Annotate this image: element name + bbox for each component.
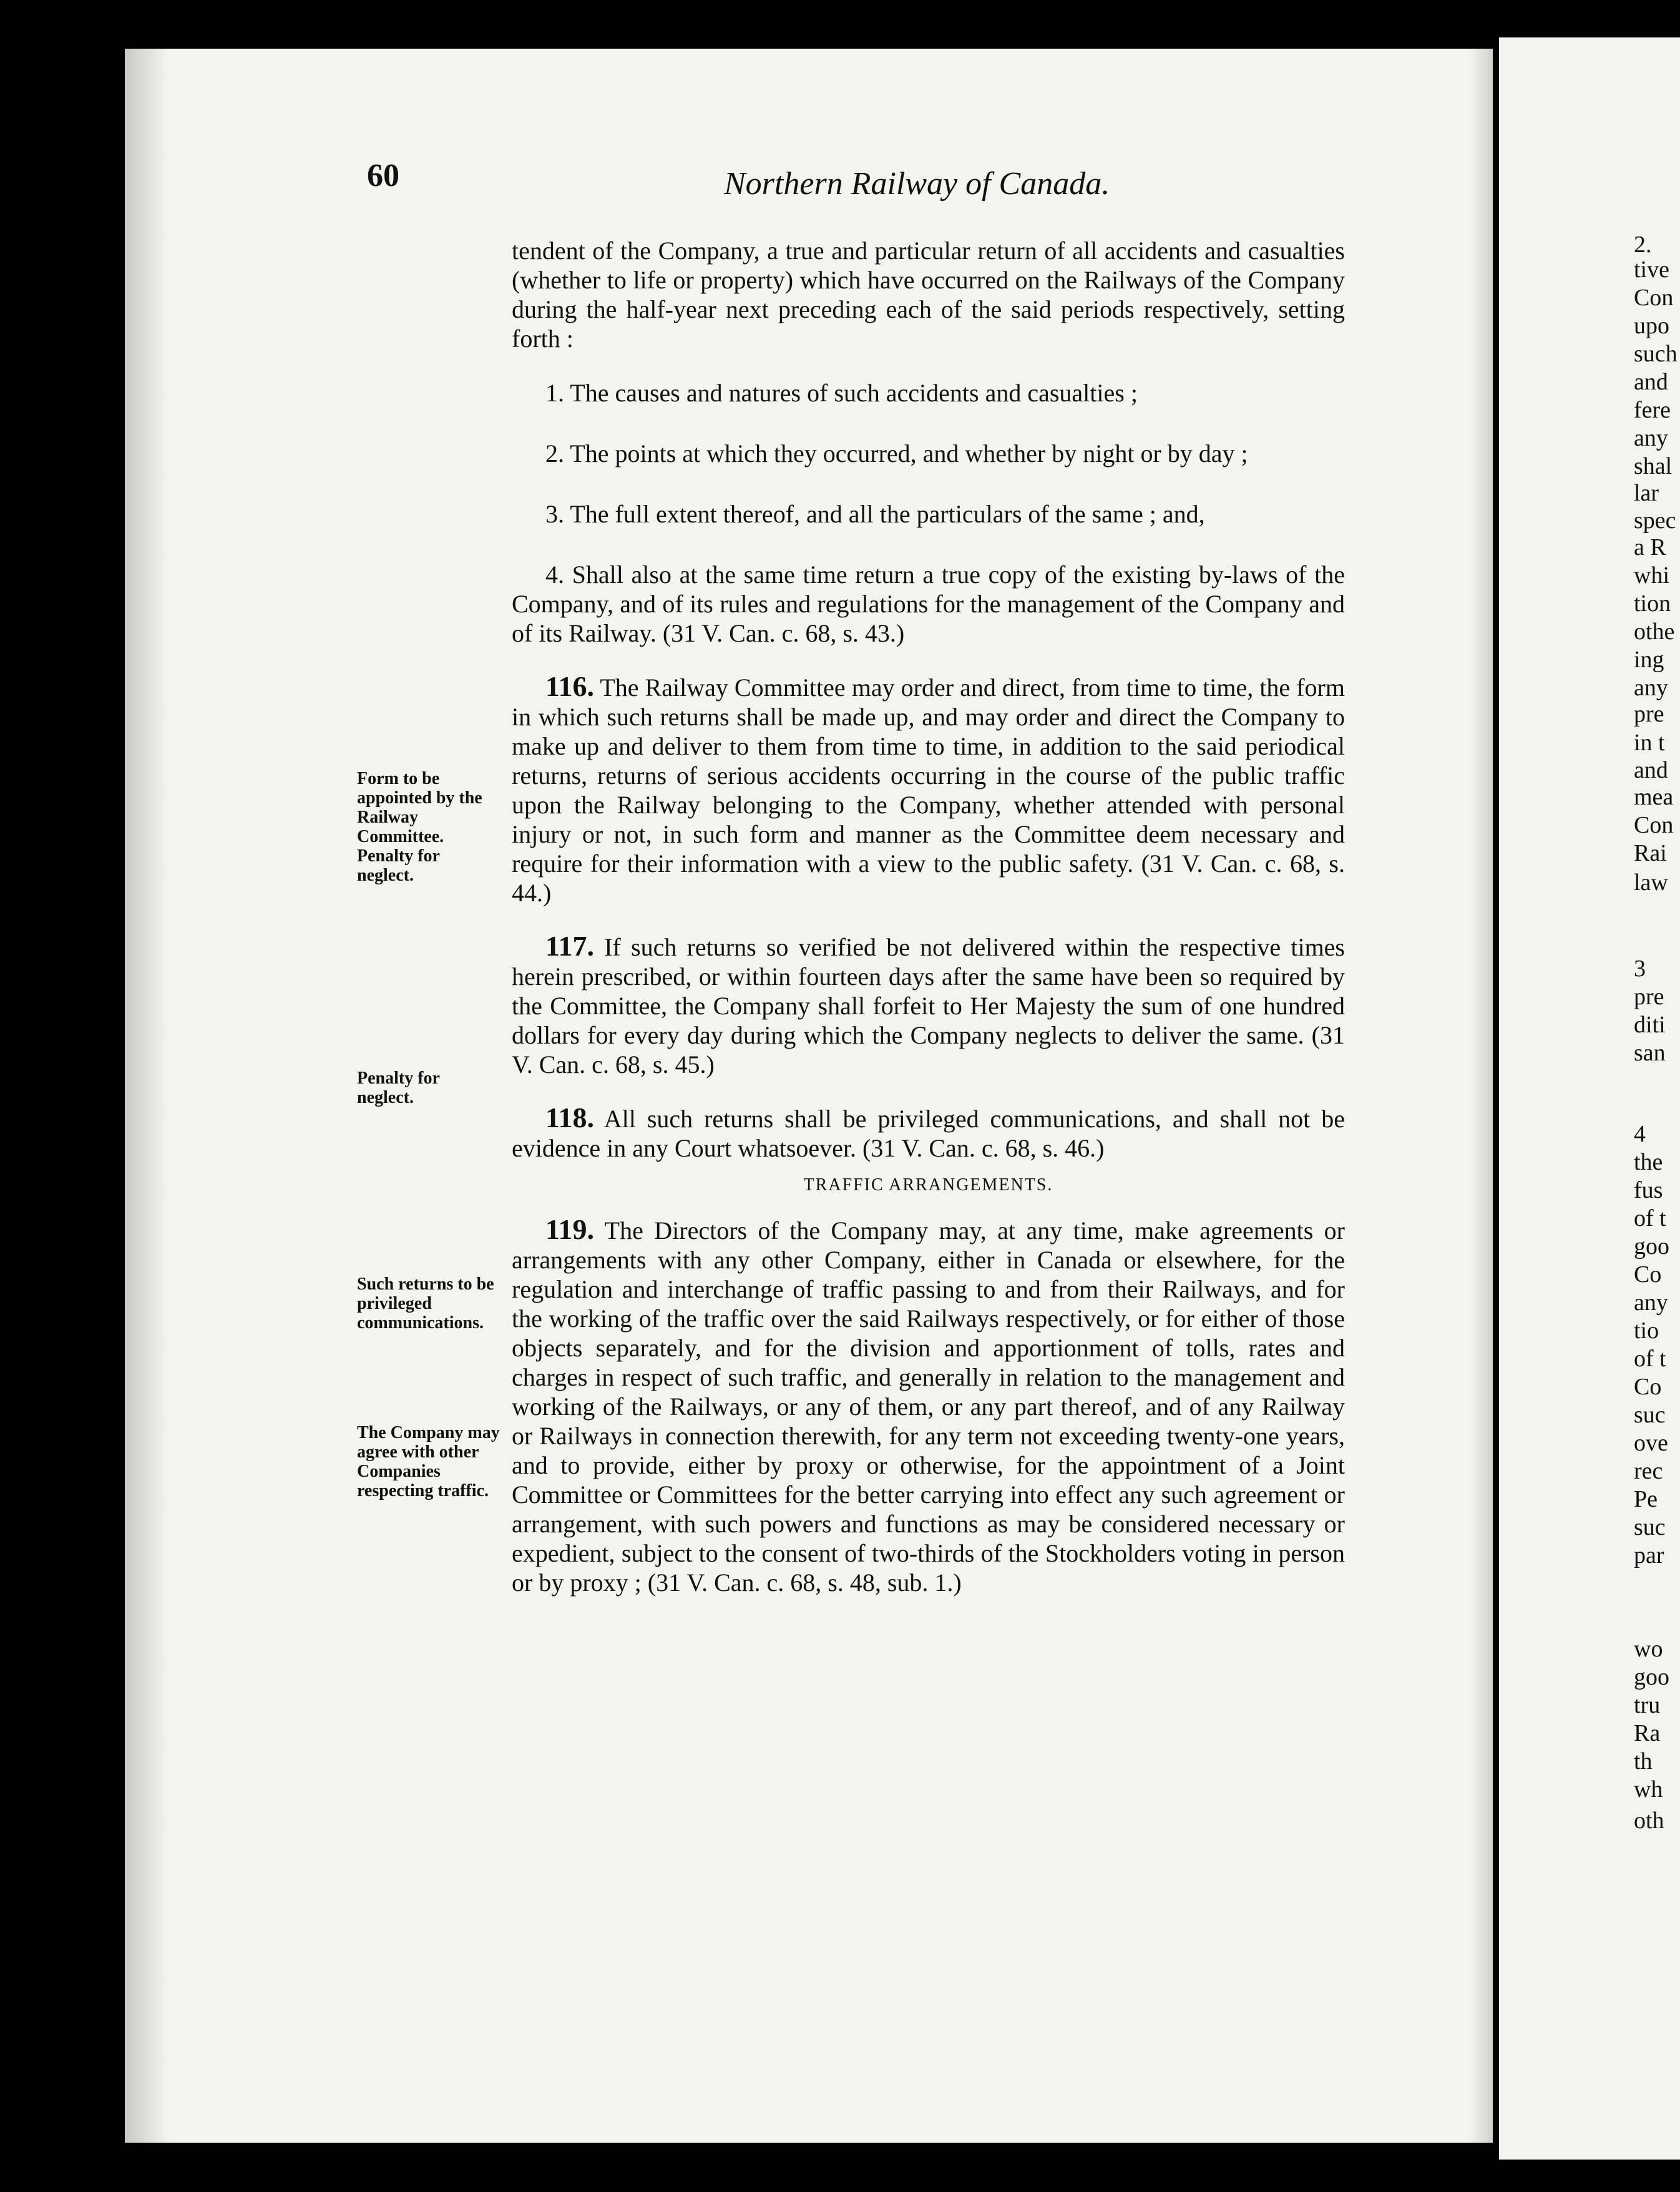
page-edge-shadow <box>1470 49 1493 2143</box>
facing-page-line: lar <box>1634 480 1659 506</box>
facing-page-line: 4 <box>1634 1121 1646 1147</box>
facing-page-line: and <box>1634 369 1668 395</box>
facing-page-line: wh <box>1634 1776 1663 1803</box>
facing-page-line: suc <box>1634 1402 1666 1428</box>
facing-page-line: wo <box>1634 1636 1663 1662</box>
facing-page-line: othe <box>1634 619 1675 645</box>
facing-page-line: tru <box>1634 1692 1661 1718</box>
facing-page-line: 2. <box>1634 232 1652 258</box>
section-118 <box>512 1103 1345 1163</box>
section-116-text: The Railway Committee may order and direct, from time to time, the form in which such returns shall be made up, and may order and direct the Company to make up and deliver to them from time to time, in addition to the said periodical returns, returns of serious accidents occurring in the course of the public traffic upon the Railway belonging to the Company, whether attended with personal injury or not, in such form and manner as the Committee deem necessary and require for their information with a view to the public safety. (31 V. Can. c. 68, s. 44.) <box>512 673 1345 907</box>
margin-note-117: Penalty for neglect. <box>357 1069 440 1107</box>
facing-page-line: tio <box>1634 1318 1659 1344</box>
facing-page-line: rec <box>1634 1458 1663 1484</box>
section-117 <box>512 931 1345 1079</box>
facing-page-line: oth <box>1634 1808 1664 1834</box>
facing-page-line: goo <box>1634 1233 1669 1260</box>
section-number-116: 116. <box>545 670 594 702</box>
list-item-2: 2. The points at which they occurred, and whether by night or by day ; <box>545 439 1248 467</box>
facing-page-line: 3 <box>1634 956 1646 982</box>
page-spine-shadow <box>125 49 168 2143</box>
facing-page-line: shal <box>1634 453 1673 479</box>
facing-page-line: law <box>1634 869 1668 896</box>
facing-page-line: pre <box>1634 984 1664 1010</box>
facing-page-line: Ra <box>1634 1720 1661 1746</box>
facing-page-line: any <box>1634 425 1668 451</box>
facing-page-line: san <box>1634 1040 1666 1066</box>
facing-page-line: th <box>1634 1748 1653 1774</box>
facing-page-line: Con <box>1634 812 1674 838</box>
facing-page-line: Pe <box>1634 1486 1658 1512</box>
facing-page-line: any <box>1634 1289 1668 1316</box>
facing-page-line: such <box>1634 341 1678 367</box>
facing-page-line: Co <box>1634 1261 1662 1288</box>
facing-page-line: of t <box>1634 1346 1666 1372</box>
list-item-4: 4. Shall also at the same time return a true copy of the existing by-laws of the Company, and of its rules and regulations for the management of the Company and of its Railway. (31 V. Can. c. 68, s. 43.) <box>512 560 1345 647</box>
facing-page-line: the <box>1634 1149 1663 1175</box>
intro-paragraph: tendent of the Company, a true and particular return of all accidents and casualties (whether to life or property) which have occurred on the Railways of the Company during the half-year next preceding each of the said periods respectively, setting forth : <box>512 237 1345 353</box>
list-item-1: 1. The causes and natures of such accidents and casualties ; <box>545 379 1138 407</box>
section-116 <box>512 672 1345 908</box>
facing-page-line: diti <box>1634 1012 1666 1038</box>
facing-page-line: ove <box>1634 1430 1668 1456</box>
facing-page-line: pre <box>1634 701 1664 727</box>
facing-page-line: mea <box>1634 784 1674 810</box>
facing-page-line: upo <box>1634 313 1669 339</box>
facing-page-line: fere <box>1634 397 1671 423</box>
margin-note-119: The Company may agree with other Companies respecting traffic. <box>357 1423 500 1500</box>
running-title: Northern Railway of Canada. <box>724 166 1110 202</box>
facing-page-line: fus <box>1634 1177 1663 1203</box>
facing-page-line: a R <box>1634 534 1666 560</box>
section-119 <box>512 1215 1345 1597</box>
section-119-text: The Directors of the Company may, at any time, make agreements or arrangements with any other Company, either in Canada or elsewhere, for the regulation and interchange of traffic passing to and from their Railways, and for the working of the traffic over the said Railways respectively, or for either of those objects separately, and for the division and apportionment of tolls, rates and charges in respect of such traffic, and generally in relation to the management and working of the Railways, or any of them, or any part thereof, and of any Railway or Railways in connection therewith, for any term not exceeding twenty-one years, and to provide, either by proxy or otherwise, for the appointment of a Joint Committee or Committees for the better carrying into effect any such agreement or arrangement, with such powers and functions as may be considered necessary or expedient, subject to the consent of two-thirds of the Stockholders voting in person or by proxy ; (31 V. Can. c. 68, s. 48, sub. 1.) <box>512 1216 1345 1597</box>
facing-page-line: any <box>1634 675 1668 701</box>
facing-page-line: whi <box>1634 562 1669 589</box>
facing-page-line: spec <box>1634 507 1676 534</box>
facing-page-line: par <box>1634 1542 1664 1568</box>
page-number: 60 <box>367 158 399 193</box>
facing-page-line: tive <box>1634 257 1669 283</box>
traffic-heading: TRAFFIC ARRANGEMENTS. <box>803 1175 1053 1195</box>
facing-page-line: Co <box>1634 1374 1662 1400</box>
list-item-3: 3. The full extent thereof, and all the particulars of the same ; and, <box>545 500 1205 528</box>
section-117-text: If such returns so verified be not delivered within the respective times herein prescribed, or within fourteen days after the same have been so required by the Committee, the Company shall forfeit to Her Majesty the sum of one hundred dollars for every day during which the Company neglects to deliver the same. (31 V. Can. c. 68, s. 45.) <box>512 933 1345 1079</box>
facing-page-line: and <box>1634 757 1668 783</box>
main-text-column <box>512 236 1345 1597</box>
facing-page-line: suc <box>1634 1514 1666 1540</box>
facing-page-line: ing <box>1634 647 1664 673</box>
facing-page-line: Con <box>1634 285 1674 311</box>
section-number-119: 119. <box>545 1213 594 1245</box>
facing-page-line: Rai <box>1634 840 1667 866</box>
facing-page-line: in t <box>1634 730 1665 756</box>
facing-page-line: of t <box>1634 1205 1666 1231</box>
section-number-117: 117. <box>545 930 594 962</box>
facing-page-line: tion <box>1634 590 1671 617</box>
margin-note-116: Form to be appointed by the Railway Committee. Penalty for neglect. <box>357 769 482 885</box>
facing-page-line: goo <box>1634 1664 1669 1690</box>
section-number-118: 118. <box>545 1102 594 1133</box>
section-118-text: All such returns shall be privileged communications, and shall not be evidence in any Court whatsoever. (31 V. Can. c. 68, s. 46.) <box>512 1105 1345 1162</box>
margin-note-118: Such returns to be privileged communications. <box>357 1275 494 1333</box>
